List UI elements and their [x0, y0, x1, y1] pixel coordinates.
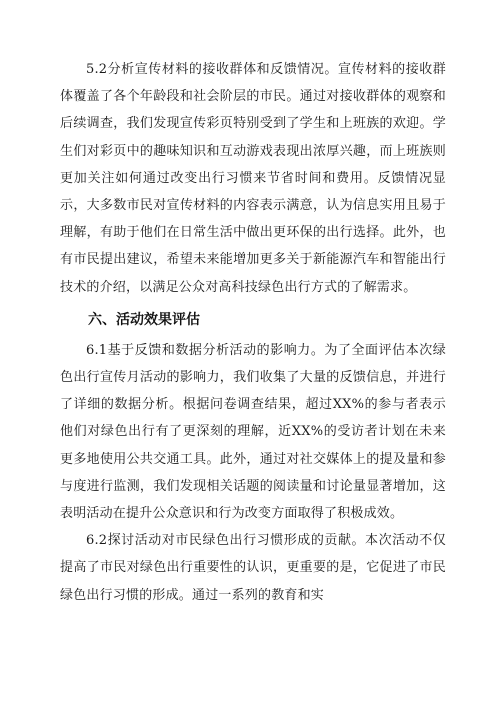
paragraph-5-2: 5.2分析宣传材料的接收群体和反馈情况。宣传材料的接收群体覆盖了各个年龄段和社会阶层的市民。通过对接收群体的观察和后续调查，我们发现宣传彩页特别受到了学生和上班族的欢迎。学生们对彩页中的趣味知识和互动游戏表现出浓厚兴趣，而上班族则更加关注如何通过改变出行习惯来节省时间和费用。反馈情况显示，大多数市民对宣传材料的内容表示满意，认为信息实用且易于理解，有助于他们在日常生活中做出更环保的出行选择。此外，也有市民提出建议，希望未来能增加更多关于新能源汽车和智能出行技术的介绍，以满足公众对高科技绿色出行方式的了解需求。: [60, 62, 446, 295]
paragraph-6-1: 6.1基于反馈和数据分析活动的影响力。为了全面评估本次绿色出行宣传月活动的影响力，我们收集了大量的反馈信息，并进行了详细的数据分析。根据问卷调查结果，超过XX%的参与者表示他们对绿色出行有了更深刻的理解，近XX%的受访者计划在未来更多地使用公共交通工具。此外，通过对社交媒体上的提及量和参与度进行监测，我们发现相关话题的阅读量和讨论量显著增加，这表明活动在提升公众意识和行为改变方面取得了积极成效。: [60, 342, 446, 522]
document-page: [60, 56, 446, 609]
section-heading: 六、活动效果评估: [88, 311, 200, 328]
paragraph-6-2: 6.2探讨活动对市民绿色出行习惯形成的贡献。本次活动不仅提高了市民对绿色出行重要性的认识，更重要的是，它促进了市民绿色出行习惯的形成。通过一系列的教育和实: [60, 533, 446, 603]
